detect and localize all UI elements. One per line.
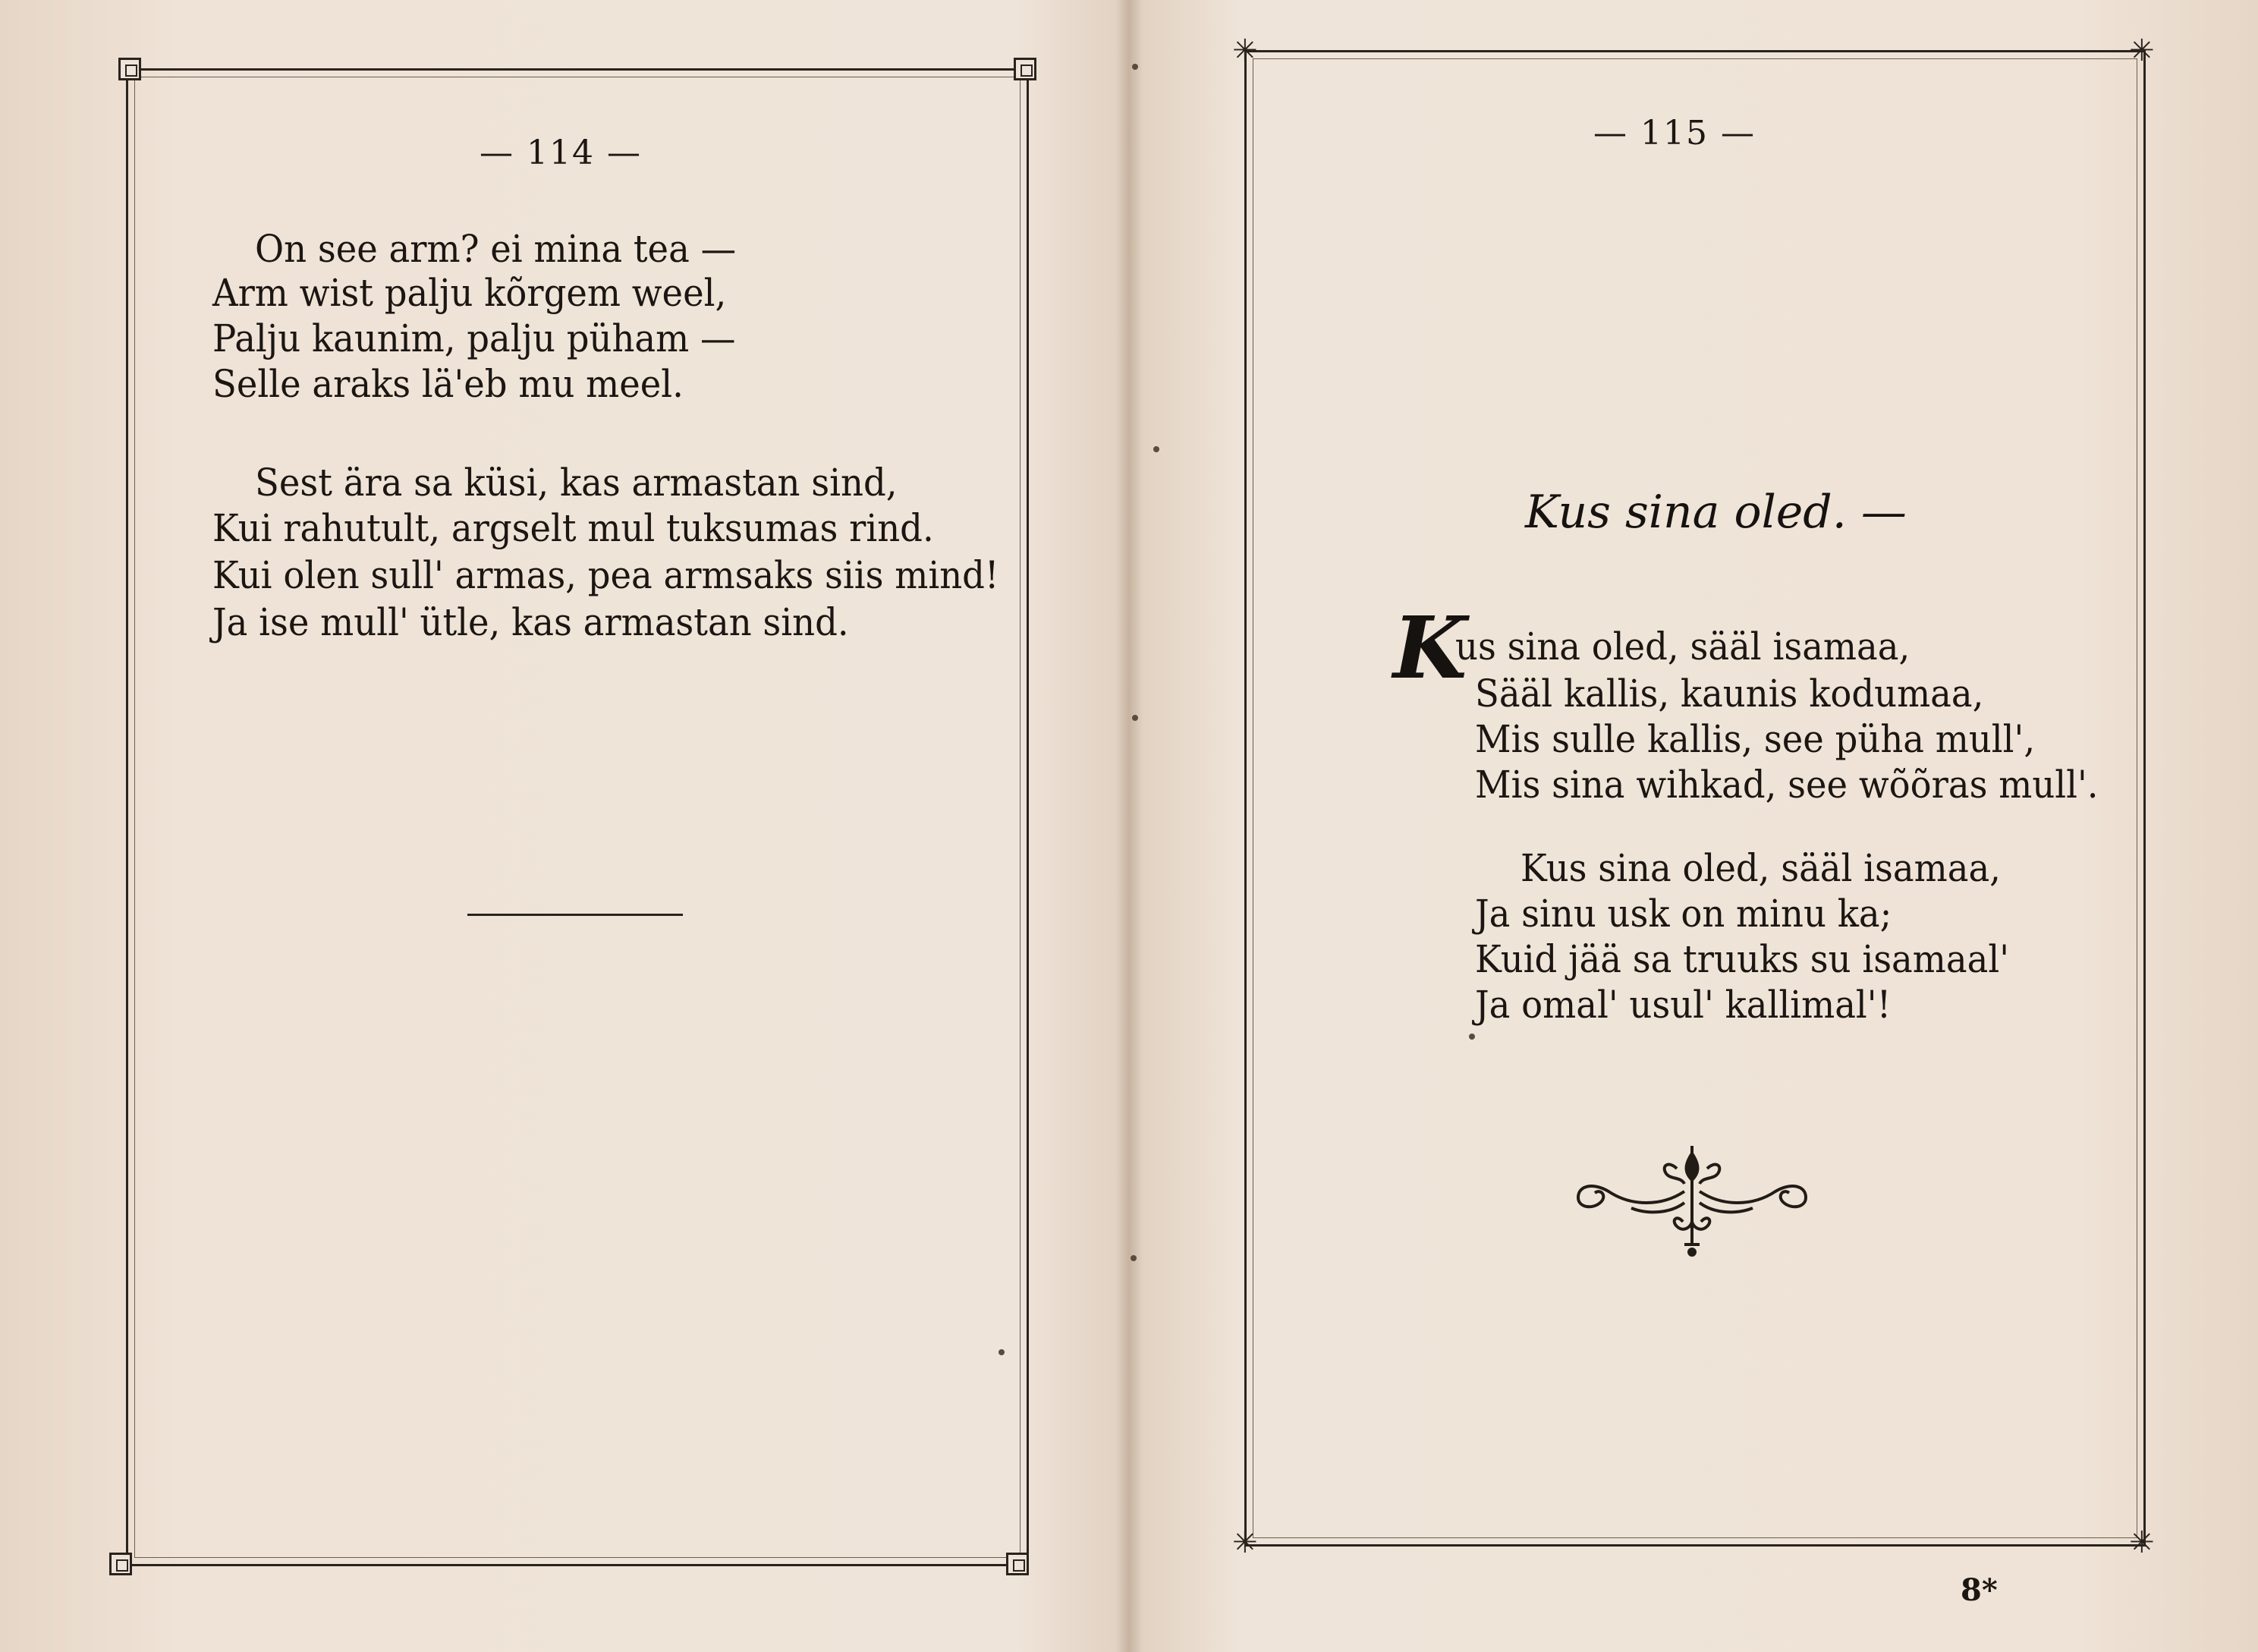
asterisk-star-icon: ✳ — [1232, 1525, 1258, 1560]
signature-mark: 8* — [1961, 1572, 1998, 1608]
left-section-rule — [467, 914, 683, 916]
left-stanza2-line-3: Kui olen sull' armas, pea armsaks siis mind! — [212, 553, 999, 597]
left-stanza2-line-4: Ja ise mull' ütle, kas armastan sind. — [212, 600, 849, 644]
ink-speck — [1153, 446, 1159, 452]
left-stanza2-line-2: Kui rahutult, argselt mul tuksumas rind. — [212, 506, 934, 550]
asterisk-star-icon: ✳ — [1232, 33, 1258, 68]
right-stanza1-line-1: us sina oled, sääl isamaa, — [1455, 625, 1910, 669]
binding-hole — [1132, 715, 1138, 721]
left-stanza2-line-1: Sest ära sa küsi, kas armastan sind, — [255, 461, 898, 505]
corner-box-icon — [1006, 1553, 1029, 1575]
right-stanza2-line-2: Ja sinu usk on minu ka; — [1475, 892, 1892, 936]
right-stanza1-line-2: Sääl kallis, kaunis kodumaa, — [1475, 672, 1984, 716]
binding-hole — [1131, 1255, 1137, 1261]
corner-box-icon — [1014, 58, 1036, 80]
right-stanza1-line-3: Mis sulle kallis, see püha mull', — [1475, 717, 2036, 761]
binding-hole — [1132, 64, 1138, 70]
corner-box-icon — [118, 58, 141, 80]
right-stanza2-line-3: Kuid jää sa truuks su isamaal' — [1475, 937, 2009, 981]
left-stanza1-line-3: Palju kaunim, palju püham — — [212, 316, 736, 360]
fleuron-ornament-icon — [1571, 1138, 1813, 1260]
asterisk-star-icon: ✳ — [2129, 33, 2155, 68]
poem-title: Kus sina oled. — — [1525, 486, 1907, 539]
asterisk-star-icon: ✳ — [2129, 1525, 2155, 1560]
left-stanza1-line-2: Arm wist palju kõrgem weel, — [212, 271, 727, 315]
right-stanza2-line-4: Ja omal' usul' kallimal'! — [1475, 983, 1892, 1027]
right-stanza1-line-4: Mis sina wihkad, see wõõras mull'. — [1475, 763, 2099, 807]
left-page-number: — 114 — — [480, 134, 642, 172]
right-stanza2-line-1: Kus sina oled, sääl isamaa, — [1521, 846, 2001, 890]
ink-speck — [1469, 1034, 1475, 1040]
drop-cap: K — [1393, 599, 1467, 698]
book-gutter — [1115, 0, 1143, 1652]
right-page-number: — 115 — — [1593, 114, 1756, 153]
left-stanza1-line-4: Selle araks lä'eb mu meel. — [212, 362, 684, 406]
corner-box-icon — [109, 1553, 132, 1575]
left-stanza1-line-1: On see arm? ei mina tea — — [255, 227, 737, 271]
ink-speck — [998, 1349, 1005, 1355]
